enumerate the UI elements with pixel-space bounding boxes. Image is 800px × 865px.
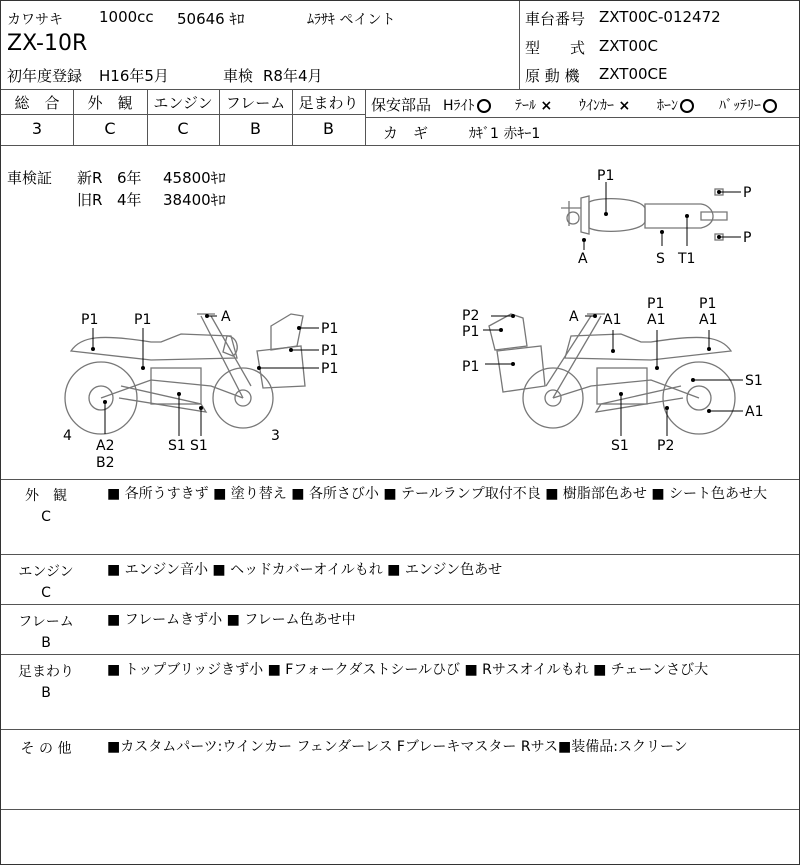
right-a1b: A1 — [647, 312, 666, 328]
cert-old-years: 4年 — [117, 191, 142, 209]
remark-grade-exterior: C — [41, 509, 51, 525]
grade-label-exterior: 外 観 — [87, 94, 133, 112]
cert-old-km: 38400ｷﾛ — [163, 191, 226, 209]
first-reg-value: H16年5月 — [99, 67, 169, 85]
remark-label-frame: フレーム — [18, 614, 74, 630]
remark-text-frame: ■ フレームきず小 ■ フレーム色あせ中 — [107, 612, 356, 628]
top-s: S — [656, 251, 665, 267]
remark-text-suspension: ■ トップブリッジきず小 ■ Fフォークダストシールひび ■ Rサスオイルもれ ■ チェーンさび大 — [107, 662, 709, 678]
grade-value-suspension: B — [323, 119, 334, 138]
key-label: カ ギ — [383, 124, 429, 142]
status-ng-icon: × — [540, 98, 553, 114]
status-ok-icon — [477, 99, 491, 113]
certificate-label: 車検証 — [7, 169, 53, 187]
top-a: A — [578, 251, 588, 267]
engine-type-value: ZXT00CE — [599, 65, 668, 83]
remark-grade-engine: C — [41, 585, 51, 601]
first-reg-label: 初年度登録 — [7, 67, 83, 85]
right-p1c: P1 — [699, 296, 717, 312]
grade-label-suspension: 足まわり — [298, 94, 359, 112]
left-s1b: S1 — [190, 438, 208, 454]
top-p1: P1 — [597, 168, 615, 184]
type-value: ZXT00C — [599, 37, 659, 55]
color: ﾑﾗｻｷ ペイント — [307, 12, 396, 28]
left-b2: B2 — [96, 455, 115, 471]
grade-value-engine: C — [177, 119, 189, 138]
remark-text-exterior: ■ 各所うすきず ■ 塗り替え ■ 各所さび小 ■ テールランプ取付不良 ■ 樹脂部色あせ ■ シート色あせ大 — [107, 486, 768, 502]
status-ok-icon — [680, 99, 694, 113]
right-p2b: P2 — [657, 438, 675, 454]
right-a1d: A1 — [745, 404, 764, 420]
inspection-value: R8年4月 — [263, 67, 323, 85]
right-a1a: A1 — [603, 312, 622, 328]
left-view-bike — [65, 314, 305, 434]
grade-label-frame: フレーム — [225, 94, 286, 112]
cert-new-label: 新R — [77, 169, 103, 187]
part-winker: ｳｲﾝｶｰ × — [579, 98, 631, 114]
right-p2a: P2 — [462, 308, 480, 324]
remark-grade-frame: B — [41, 635, 51, 651]
grade-value-exterior: C — [104, 119, 116, 138]
cert-new-km: 45800ｷﾛ — [163, 169, 226, 187]
left-a2: A2 — [96, 438, 115, 454]
mileage: 50646 ｷﾛ — [177, 10, 245, 28]
top-t1: T1 — [678, 251, 696, 267]
frame-no-label: 車台番号 — [525, 10, 586, 28]
part-headlight: Hﾗｲﾄ — [443, 95, 491, 115]
left-p1d: P1 — [321, 343, 339, 359]
displacement: 1000cc — [99, 8, 154, 26]
right-view-bike — [489, 314, 735, 434]
status-ng-icon: × — [618, 98, 631, 114]
grade-value-overall: 3 — [31, 119, 43, 138]
remark-text-other: ■カスタムパーツ:ウインカー フェンダーレス Fブレーキマスター Rサス■装備品:スクリーン — [107, 739, 688, 755]
right-s1a: S1 — [745, 373, 763, 389]
key-value: ｶｷﾞ1 赤ｷｰ1 — [469, 126, 541, 142]
remark-label-engine: エンジン — [18, 564, 74, 580]
top-p-b: P — [743, 230, 752, 246]
inspection-label: 車検 — [223, 67, 254, 85]
right-p1d: P1 — [462, 359, 480, 375]
left-p1c: P1 — [321, 321, 339, 337]
damage-diagram — [1, 146, 799, 476]
model-name: ZX-10R — [7, 31, 88, 56]
grade-label-overall: 総 合 — [14, 94, 60, 112]
parts-label: 保安部品 — [371, 96, 432, 114]
left-num-4: 4 — [63, 428, 72, 444]
part-tail: ﾃｰﾙ × — [515, 98, 553, 114]
maker: カワサキ — [7, 12, 63, 28]
remark-label-exterior: 外 観 — [25, 488, 67, 504]
remark-text-engine: ■ エンジン音小 ■ ヘッドカバーオイルもれ ■ エンジン色あせ — [107, 562, 503, 578]
remark-grade-suspension: B — [41, 685, 51, 701]
part-battery: ﾊﾞｯﾃﾘｰ — [719, 95, 777, 115]
grade-value-frame: B — [250, 119, 261, 138]
top-p-a: P — [743, 185, 752, 201]
cert-old-label: 旧R — [77, 191, 103, 209]
right-a: A — [569, 309, 579, 325]
remark-label-suspension: 足まわり — [18, 664, 74, 680]
frame-no-value: ZXT00C-012472 — [599, 8, 721, 26]
cert-new-years: 6年 — [117, 169, 142, 187]
part-horn: ﾎｰﾝ — [657, 95, 694, 115]
left-p1e: P1 — [321, 361, 339, 377]
remark-label-other: そ の 他 — [20, 741, 72, 757]
right-s1b: S1 — [611, 438, 629, 454]
engine-type-label: 原 動 機 — [525, 67, 580, 85]
right-a1c: A1 — [699, 312, 718, 328]
top-view-bike — [561, 182, 741, 250]
left-p1b: P1 — [134, 312, 152, 328]
right-p1b: P1 — [647, 296, 665, 312]
type-label: 型 式 — [525, 39, 586, 57]
grade-label-engine: エンジン — [153, 94, 213, 112]
left-num-3: 3 — [271, 428, 280, 444]
left-s1a: S1 — [168, 438, 186, 454]
status-ok-icon — [763, 99, 777, 113]
left-p1a: P1 — [81, 312, 99, 328]
left-a: A — [221, 309, 231, 325]
right-p1a: P1 — [462, 324, 480, 340]
